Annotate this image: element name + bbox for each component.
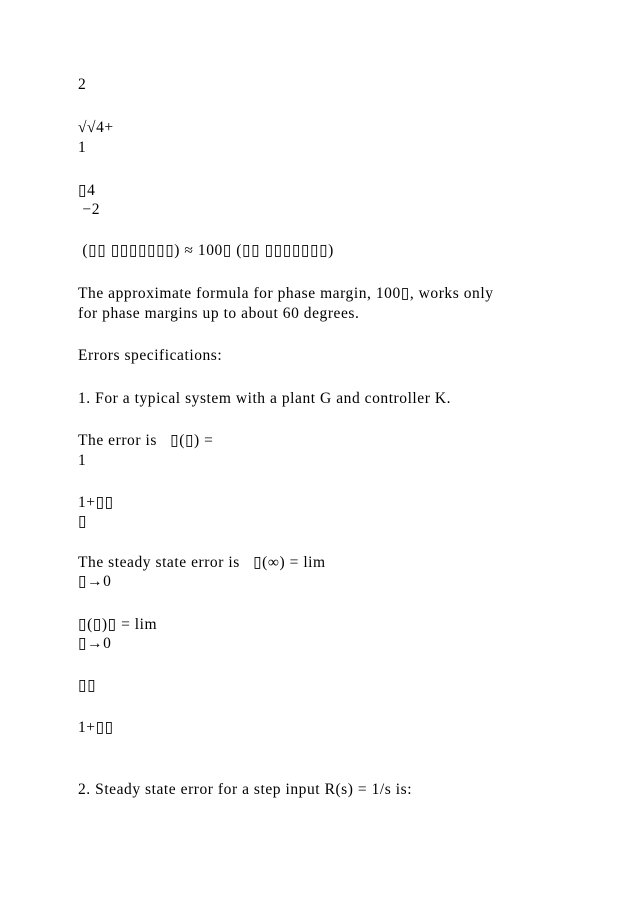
error-definition: The error is ▯(▯) = (78, 432, 214, 449)
phase-margin-approximation: (▯▯ ▯▯▯▯▯▯▯) ≈ 100▯ (▯▯ ▯▯▯▯▯▯▯) (78, 242, 334, 259)
fraction-denominator: 1+▯▯ (78, 494, 114, 511)
exponent-term: −2 (78, 201, 101, 218)
fraction-numerator: ▯▯ (78, 677, 97, 694)
fraction-numerator: 1 (78, 452, 87, 469)
sqrt-expression: √√4+ (78, 119, 114, 136)
formula-symbol: ▯ (78, 513, 88, 530)
list-item: 2. Steady state error for a step input R(s) = 1/s is: (78, 781, 413, 798)
fraction-denominator: 1+▯▯ (78, 719, 114, 736)
power-term: ▯4 (78, 182, 96, 199)
fraction-numerator: 2 (78, 76, 87, 93)
limit-subscript: ▯→0 (78, 635, 112, 652)
section-heading: Errors specifications: (78, 347, 223, 364)
paragraph-line: for phase margins up to about 60 degrees. (78, 305, 360, 322)
fraction-term: 1 (78, 139, 87, 156)
limit-expression: ▯(▯)▯ = lim (78, 616, 158, 633)
list-item: 1. For a typical system with a plant G and controller K. (78, 390, 452, 407)
paragraph-line: The approximate formula for phase margin, 100▯, works only (78, 285, 494, 302)
limit-subscript: ▯→0 (78, 573, 112, 590)
steady-state-error-definition: The steady state error is ▯(∞) = lim (78, 554, 326, 571)
